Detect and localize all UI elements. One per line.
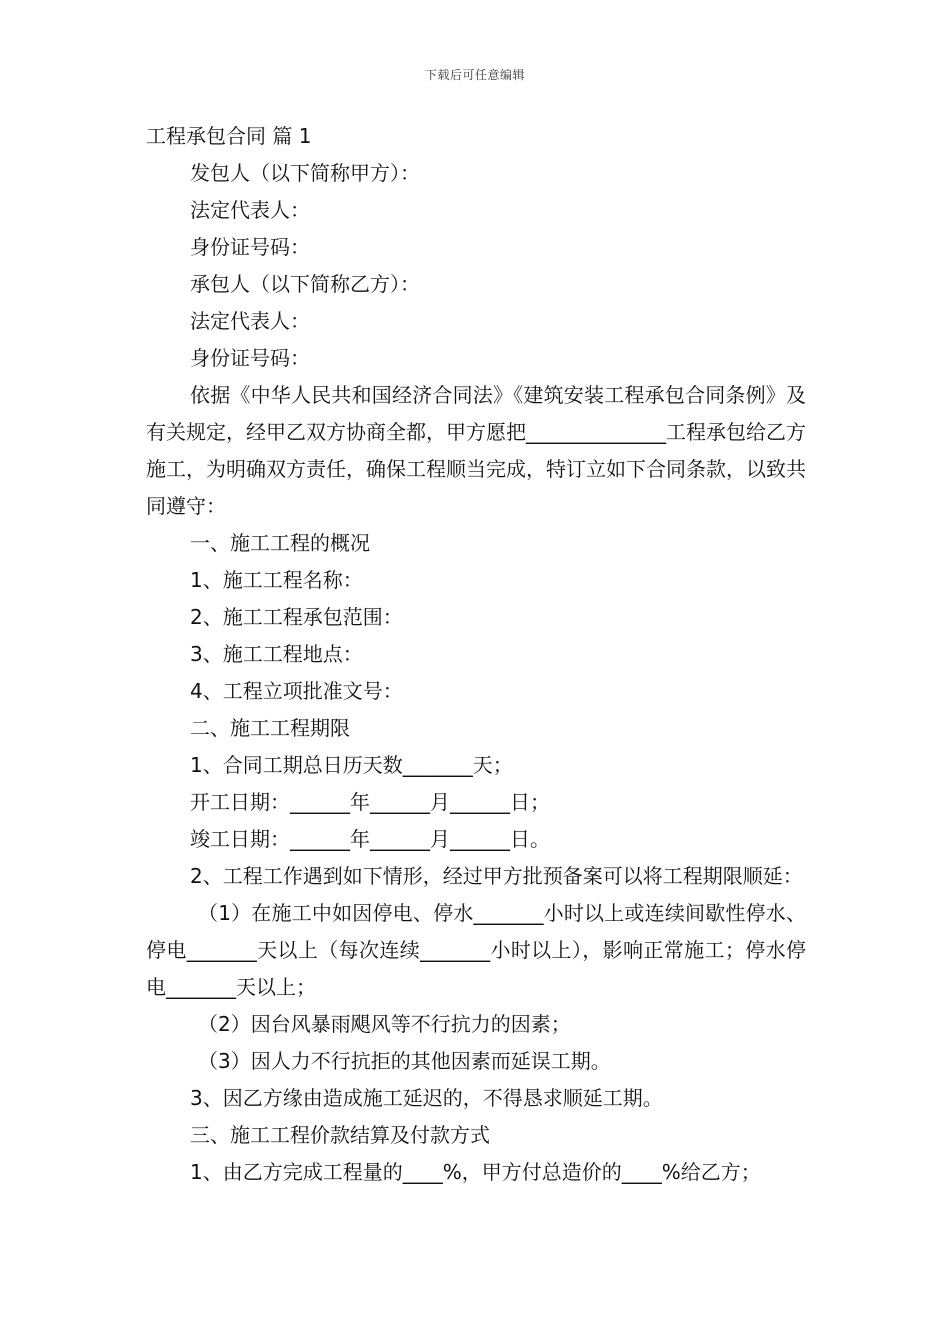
section-2-heading: 二、施工工程期限 — [190, 716, 350, 740]
page-header-note: 下载后可任意编辑 — [424, 68, 525, 82]
section-2-subitem-3: （3）因人力不行抗拒的其他因素而延误工期。 — [198, 1049, 611, 1073]
section-2-start-date: 开工日期：______年______月______日； — [190, 790, 550, 814]
section-1-item-1: 1、施工工程名称： — [190, 568, 363, 592]
section-2-item-3: 3、因乙方缘由造成施工延迟的，不得恳求顺延工期。 — [190, 1086, 663, 1110]
party-a-line: 发包人（以下简称甲方）： — [190, 161, 420, 185]
section-2-item-2: 2、工程工作遇到如下情形，经过甲方批预备案可以将工程期限顺延： — [190, 864, 803, 888]
section-1-item-3: 3、施工工程地点： — [190, 642, 363, 666]
section-3-heading: 三、施工工程价款结算及付款方式 — [190, 1123, 490, 1147]
section-3-item-1: 1、由乙方完成工程量的____%，甲方付总造价的____%给乙方； — [190, 1160, 761, 1184]
party-b-line: 承包人（以下简称乙方）： — [190, 272, 420, 296]
contract-body — [146, 118, 806, 1191]
section-2-subitem-1: （1）在施工中如因停电、停水_______小时以上或连续间歇性停水、停电_______天以上（每次连续_______小时以上），影响正常施工；停水停电_______天以上； — [146, 901, 806, 999]
section-1-item-2: 2、施工工程承包范围： — [190, 605, 403, 629]
section-1-heading: 一、施工工程的概况 — [190, 531, 370, 555]
party-b-representative: 法定代表人： — [190, 309, 310, 333]
party-b-id-number: 身份证号码： — [190, 346, 310, 370]
party-a-id-number: 身份证号码： — [190, 235, 310, 259]
contract-title: 工程承包合同 篇 1 — [146, 124, 312, 148]
section-2-subitem-2: （2）因台风暴雨飓风等不行抗力的因素； — [198, 1012, 571, 1036]
section-2-item-1: 1、合同工期总日历天数_______天； — [190, 753, 513, 777]
section-2-end-date: 竣工日期：______年______月______日。 — [190, 827, 550, 851]
intro-paragraph: 依据《中华人民共和国经济合同法》《建筑安装工程承包合同条例》及有关规定，经甲乙双方协商全都，甲方愿把______________工程承包给乙方施工，为明确双方责任，确保工程顺当完成，特订立如下合同条款，以致共同遵守： — [146, 383, 806, 518]
section-1-item-4: 4、工程立项批准文号： — [190, 679, 403, 703]
party-a-representative: 法定代表人： — [190, 198, 310, 222]
